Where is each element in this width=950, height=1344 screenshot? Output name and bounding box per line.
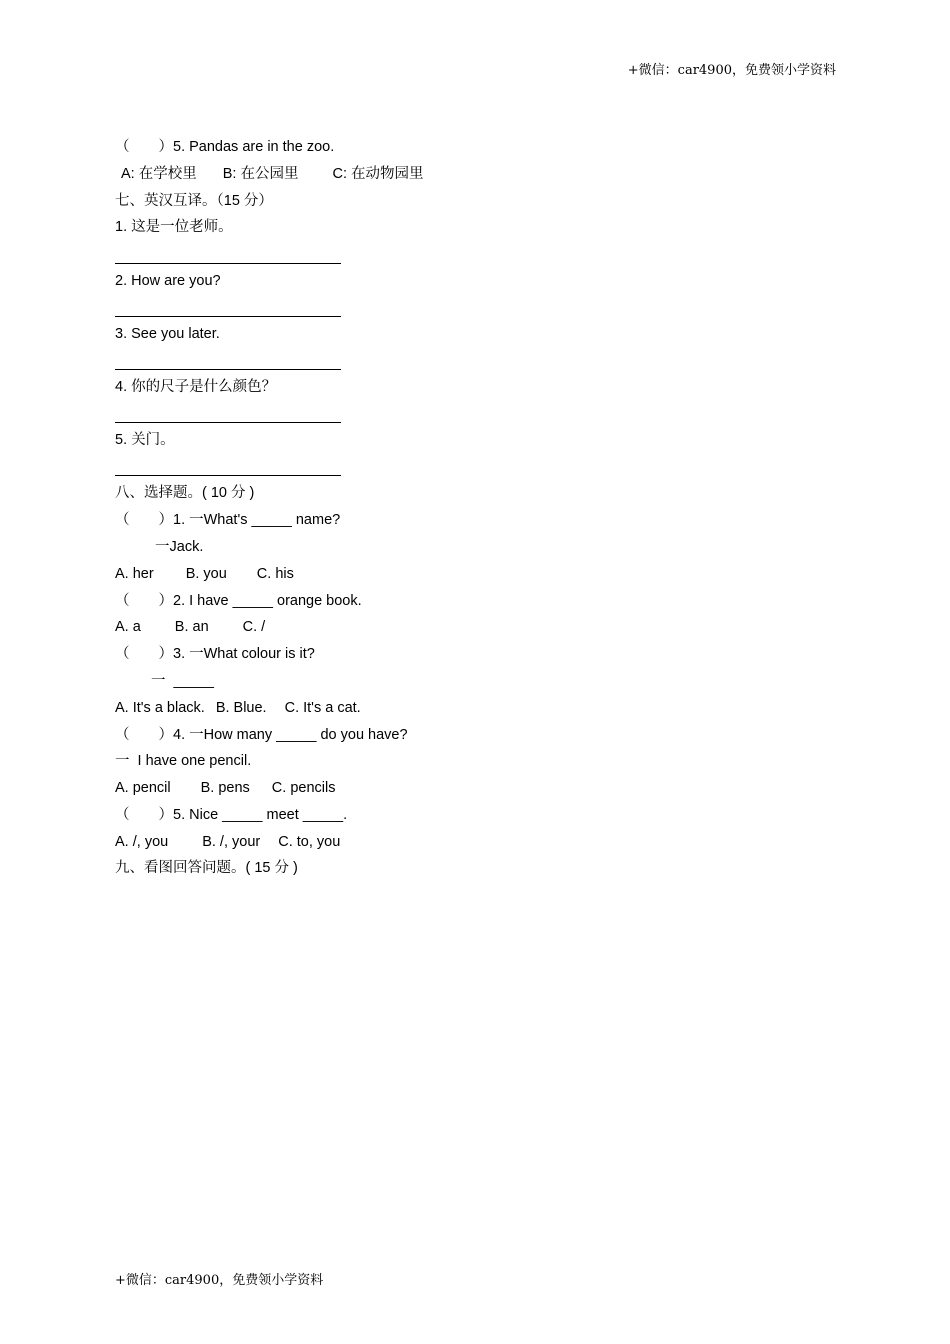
translate-item-3: 3. See you later.	[115, 325, 220, 342]
question-8-5-options	[115, 829, 835, 856]
footer-watermark-note: +微信：car4900，免费领小学资料	[115, 1273, 324, 1288]
option-b: B. /, your	[202, 833, 261, 850]
question-8-1-options	[115, 561, 835, 588]
option-a: A. a	[115, 619, 141, 636]
question-8-4: （ ）4. 一How many _____ do you have?	[115, 726, 408, 743]
option-b: B. an	[174, 619, 209, 636]
question-8-1-answer: 一Jack.	[155, 538, 204, 555]
question-8-3-answer: 一 _____	[151, 672, 214, 689]
option-a: A. her	[115, 565, 154, 582]
option-c: C. /	[242, 619, 266, 636]
answer-blank-1	[115, 241, 835, 267]
option-a: A. /, you	[115, 833, 169, 850]
option-b: B. pens	[200, 780, 250, 797]
question-6-5: （ ）5. Pandas are in the zoo.	[115, 139, 335, 155]
answer-blank-5	[115, 454, 835, 480]
option-a: A. pencil	[115, 780, 171, 797]
translate-item-5: 5. 关门。	[115, 432, 175, 449]
section-8-title: 八、选择题。( 10 分 )	[115, 485, 255, 502]
question-8-2: （ ）2. I have _____ orange book.	[115, 592, 362, 609]
question-6-5-options	[115, 161, 835, 188]
option-b: B: 在公园里	[222, 165, 299, 182]
section-7-title: 七、英汉互译。（15 分）	[115, 192, 273, 209]
question-8-3: （ ）3. 一What colour is it?	[115, 646, 315, 663]
section-9-title: 九、看图回答问题。( 15 分 )	[115, 860, 298, 877]
question-8-4-answer: 一 I have one pencil.	[115, 753, 252, 770]
question-8-5: （ ）5. Nice _____ meet _____.	[115, 806, 348, 823]
translate-item-4: 4. 你的尺子是什么颜色？	[115, 378, 277, 395]
option-c: C. his	[256, 565, 294, 582]
answer-blank-2	[115, 294, 835, 320]
translate-item-1: 1. 这是一位老师。	[115, 219, 233, 236]
answer-blank-4	[115, 401, 835, 427]
question-8-4-options	[115, 775, 835, 802]
translate-item-2: 2. How are you?	[115, 272, 221, 289]
option-c: C. to, you	[278, 833, 341, 850]
option-c: C. pencils	[271, 780, 336, 797]
option-b: B. you	[185, 565, 227, 582]
worksheet-content	[115, 134, 835, 882]
option-a: A. It's a black.	[115, 699, 205, 716]
question-8-2-options	[115, 614, 835, 641]
option-c: C: 在动物园里	[332, 165, 424, 182]
option-a: A: 在学校里	[121, 165, 197, 182]
option-c: C. It's a cat.	[284, 699, 361, 716]
option-b: B. Blue.	[215, 699, 267, 716]
header-watermark-note: +微信：car4900，免费领小学资料	[627, 63, 836, 78]
answer-blank-3	[115, 348, 835, 374]
question-8-3-options	[115, 695, 835, 722]
question-8-1: （ ）1. 一What's _____ name?	[115, 512, 341, 529]
